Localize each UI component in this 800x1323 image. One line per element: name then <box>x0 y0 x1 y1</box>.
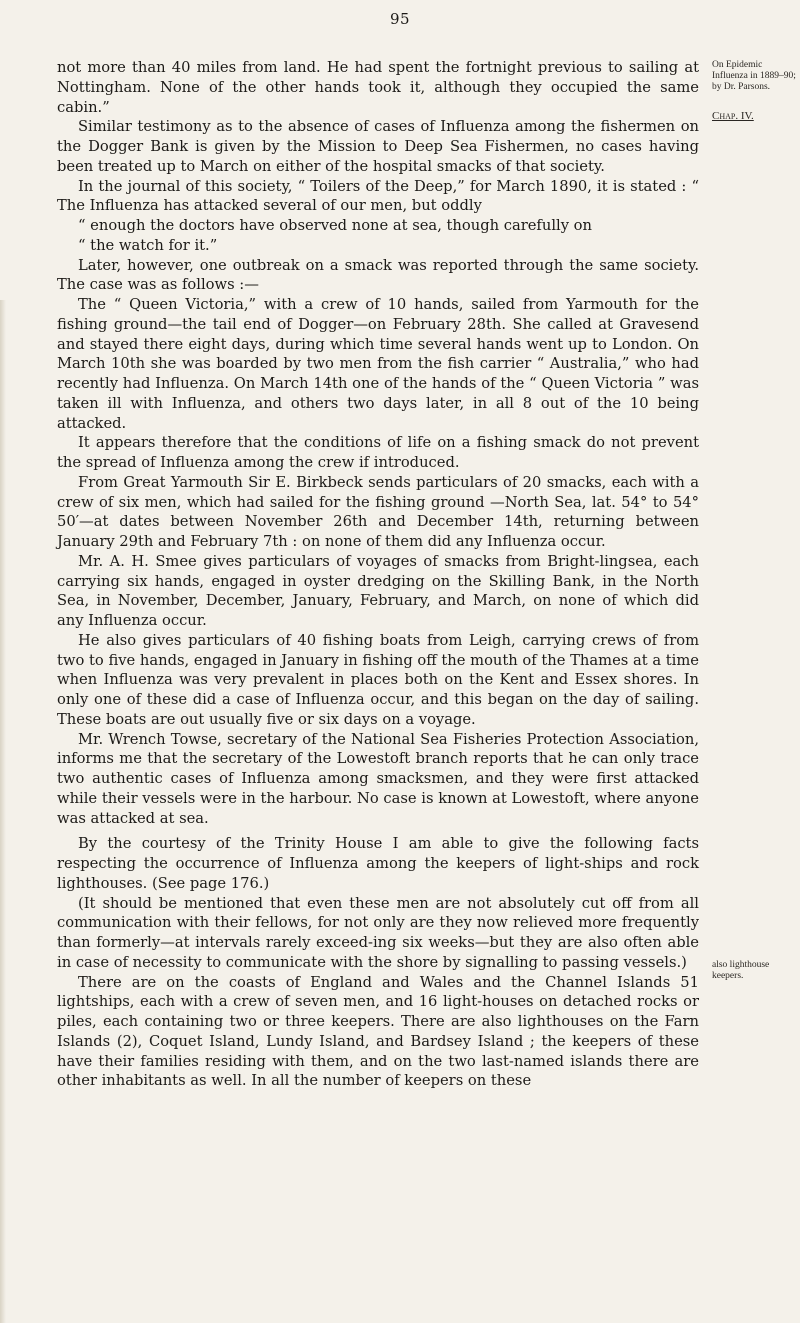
paragraph: Similar testimony as to the absence of cases of Influenza among the fishermen on the Dogger Bank is given by the Mission to Deep Sea Fishermen, no cases having been treated up to March on either of the hospital smacks of that society. <box>57 118 699 175</box>
sidenote-epidemic-influenza: On Epidemic Influenza in 1889–90; by Dr. Parsons. <box>712 60 796 92</box>
paragraph: Mr. A. H. Smee gives particulars of voyages of smacks from Bright-lingsea, each carrying six hands, engaged in oyster dredging on the Skilling Bank, in the North Sea, in November, December, January, February, and March, on none of which did any Influenza occur. <box>57 552 699 629</box>
paragraph: It appears therefore that the conditions of life on a fishing smack do not prevent the spread of Influenza among the crew if introduced. <box>57 434 699 471</box>
sidenote-lighthouse-keepers: also lighthouse keepers. <box>712 960 770 981</box>
paragraph: He also gives particulars of 40 fishing boats from Leigh, carrying crews of from two to five hands, engaged in January in fishing off the mouth of the Thames at a time when Influenza was very prevalent in places both on the Kent and Essex shores. In only one of these did a case of Influenza occur, and this began on the day of sailing. These boats are out usually five or six days on a voyage. <box>57 631 699 728</box>
paragraph: From Great Yarmouth Sir E. Birkbeck sends particulars of 20 smacks, each with a crew of six men, which had sailed for the fishing ground —North Sea, lat. 54° to 54° 50′—at dates between November 26th and December 14th, returning between January 29th and February 7th : on none of them did any Influenza occur. <box>57 473 699 550</box>
quote-continuation: “ enough the doctors have observed none at sea, though carefully on <box>78 217 592 234</box>
paragraph: By the courtesy of the Trinity House I am able to give the following facts respecting the occurrence of Influenza among the keepers of light-ships and rock lighthouses. (See page 176.) <box>57 835 699 892</box>
quote-continuation: “ the watch for it.” <box>78 236 218 254</box>
sidenote-chapter <box>712 111 796 122</box>
paragraph: There are on the coasts of England and Wales and the Channel Islands 51 lightships, each with a crew of seven men, and 16 light-houses on detached rocks or piles, each containing two or three keepers. There are also lighthouses on the Farn Islands (2), Coquet Island, Lundy Island, and Bardsey Island ; the keepers of these have their families residing with them, and on the two last-named islands there are other inhabitants as well. In all the number of keepers on these <box>57 973 699 1090</box>
paragraph: In the journal of this society, “ Toilers of the Deep,” for March 1890, it is stated : “ The Influenza has attacked several of our men, but oddly <box>57 177 699 215</box>
chapter-label: Chap. IV. <box>712 110 754 122</box>
paragraph: not more than 40 miles from land. He had spent the fortnight previous to sailing at Nottingham. None of the other hands took it, although they occupied the same cabin.” <box>57 59 699 116</box>
page-number: 95 <box>389 10 411 28</box>
body-text <box>57 58 699 1091</box>
paragraph: Later, however, one outbreak on a smack was reported through the same society. The case was as follows :— <box>57 256 699 294</box>
paragraph: The “ Queen Victoria,” with a crew of 10 hands, sailed from Yarmouth for the fishing ground—the tail end of Dogger—on February 28th. She called at Gravesend and stayed there eight days, during which time several hands went up to London. On March 10th she was boarded by two men from the fish carrier “ Australia,” who had recently had Influenza. On March 14th one of the hands of the “ Queen Victoria ” was taken ill with Influenza, and others two days later, in all 8 out of the 10 being attacked. <box>57 296 699 432</box>
paragraph: Mr. Wrench Towse, secretary of the National Sea Fisheries Protection Association, informs me that the secretary of the Lowestoft branch reports that he can only trace two authentic cases of Influenza among smacksmen, and they were first attacked while their vessels were in the harbour. No case is known at Lowestoft, where anyone was attacked at sea. <box>57 730 699 827</box>
paragraph: (It should be mentioned that even these men are not absolutely cut off from all communication with their fellows, for not only are they now relieved more frequently than formerly—at intervals rarely exceed-ing six weeks—but they are also often able in case of necessity to communicate with the shore by signalling to passing vessels.) <box>57 894 699 971</box>
page-edge-shadow <box>0 300 6 1323</box>
